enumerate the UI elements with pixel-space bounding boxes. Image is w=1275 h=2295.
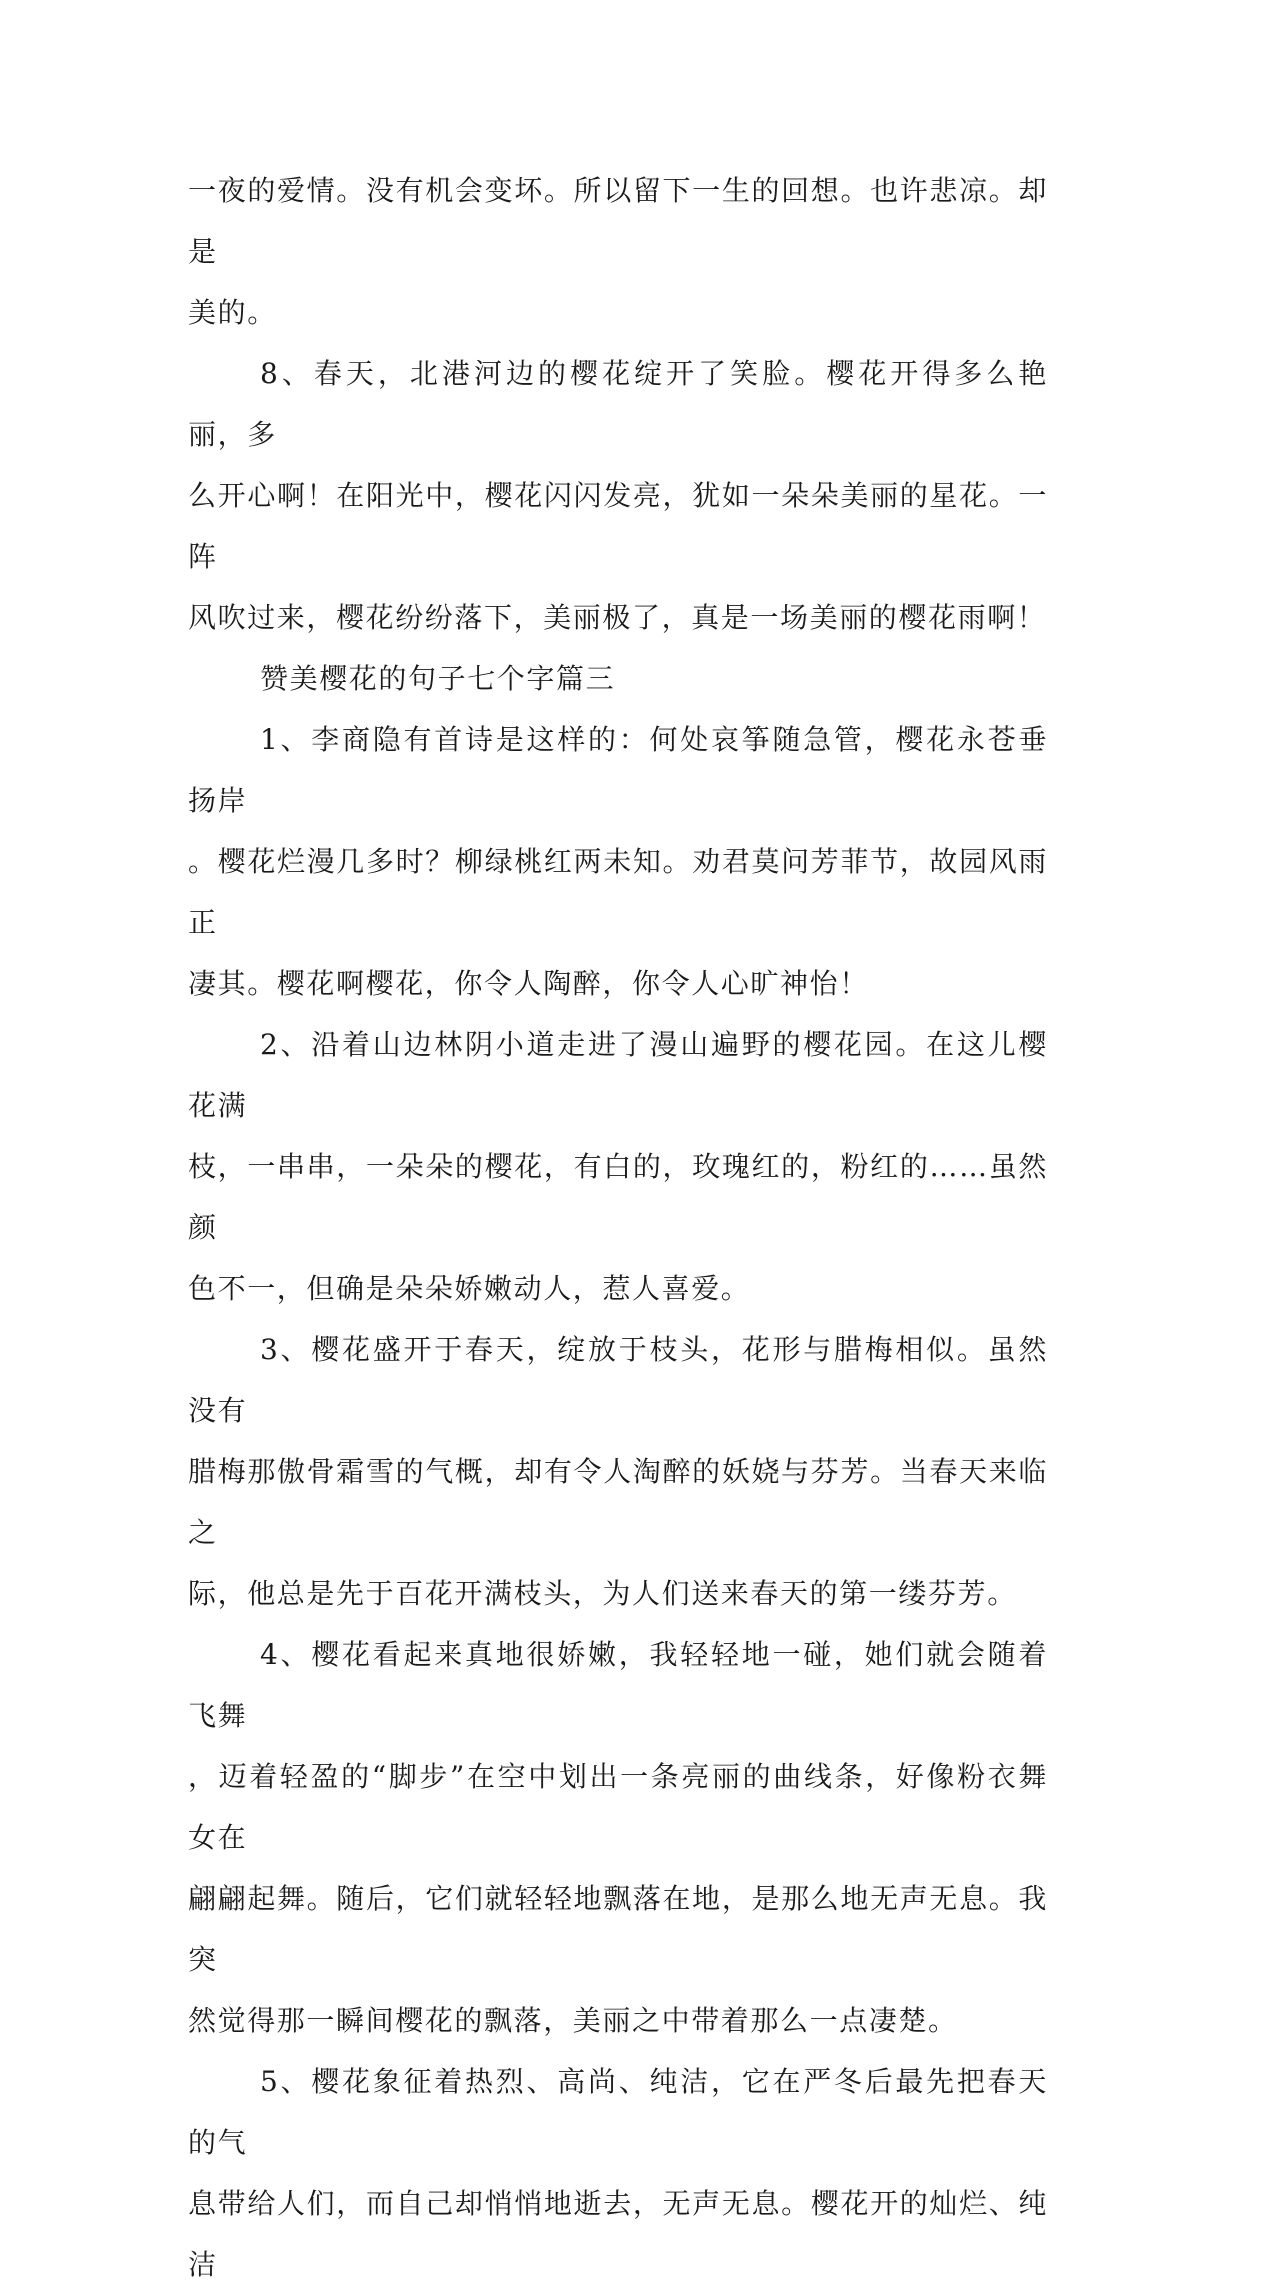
text-line: 息带给人们，而自己却悄悄地逝去，无声无息。樱花开的灿烂、纯洁 [188,2187,1048,2281]
text-line: 么开心啊！在阳光中，樱花闪闪发亮，犹如一朵朵美丽的星花。一阵 [188,479,1048,573]
paragraph-item-4 [188,1624,1048,2051]
paragraph-item-2 [188,1014,1048,1319]
text-line: 翩翩起舞。随后，它们就轻轻地飘落在地，是那么地无声无息。我突 [188,1882,1048,1976]
text-line: 风吹过来，樱花纷纷落下，美丽极了，真是一场美丽的樱花雨啊！ [188,601,1047,634]
text-line: 一夜的爱情。没有机会变坏。所以留下一生的回想。也许悲凉。却是 [188,174,1048,268]
paragraph-item-8 [188,343,1048,648]
text-line: 色不一，但确是朵朵娇嫩动人，惹人喜爱。 [188,1272,751,1305]
paragraph-continuation [188,160,1048,343]
paragraph-item-3 [188,1319,1048,1624]
text-line: 美的。 [188,296,277,329]
section-heading [188,648,1048,709]
paragraph-item-1 [188,709,1048,1014]
text-line: ，迈着轻盈的“脚步”在空中划出一条亮丽的曲线条，好像粉衣舞女在 [188,1760,1048,1854]
text-line: 1、李商隐有首诗是这样的：何处哀筝随急管，樱花永苍垂扬岸 [188,723,1048,817]
text-line: 腊梅那傲骨霜雪的气概，却有令人淘醉的妖娆与芬芳。当春天来临之 [188,1455,1048,1549]
text-line: 2、沿着山边林阴小道走进了漫山遍野的樱花园。在这儿樱花满 [188,1028,1048,1122]
section-heading-text: 赞美樱花的句子七个字篇三 [260,662,616,695]
document-body [188,160,1048,2295]
text-line: 凄其。樱花啊樱花，你令人陶醉，你令人心旷神怡！ [188,967,869,1000]
paragraph-item-5 [188,2051,1048,2295]
text-line: 然觉得那一瞬间樱花的飘落，美丽之中带着那么一点凄楚。 [188,2004,958,2037]
text-line: 。樱花烂漫几多时？柳绿桃红两未知。劝君莫问芳菲节，故园风雨正 [188,845,1048,939]
text-line: 际，他总是先于百花开满枝头，为人们送来春天的第一缕芬芳。 [188,1577,1017,1610]
text-line: 枝，一串串，一朵朵的樱花，有白的，玫瑰红的，粉红的……虽然颜 [188,1150,1048,1244]
text-line: 4、樱花看起来真地很娇嫩，我轻轻地一碰，她们就会随着飞舞 [188,1638,1048,1732]
text-line: 8、春天，北港河边的樱花绽开了笑脸。樱花开得多么艳丽，多 [188,357,1048,451]
text-line: 5、樱花象征着热烈、高尚、纯洁，它在严冬后最先把春天的气 [188,2065,1048,2159]
text-line: 3、樱花盛开于春天，绽放于枝头，花形与腊梅相似。虽然没有 [188,1333,1048,1427]
